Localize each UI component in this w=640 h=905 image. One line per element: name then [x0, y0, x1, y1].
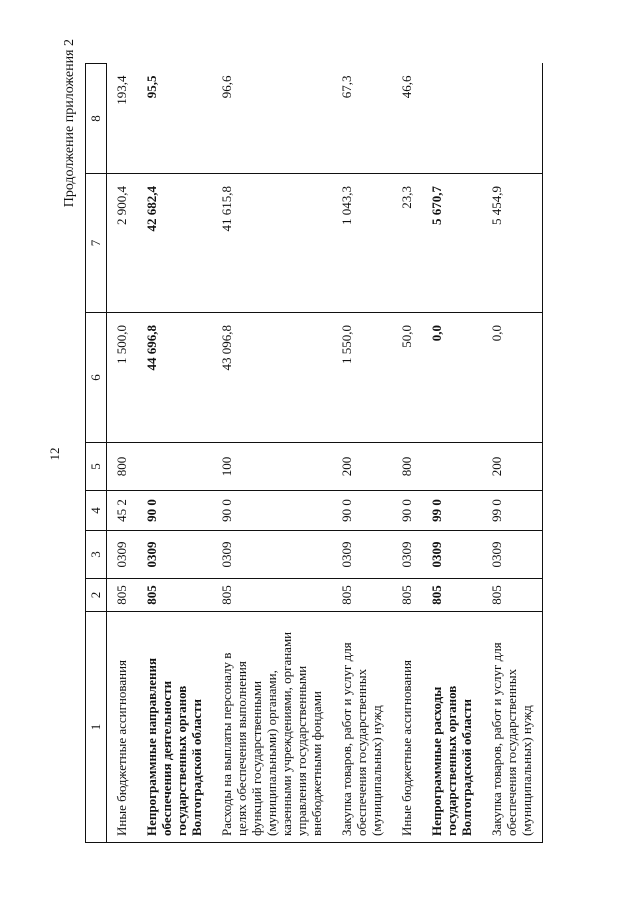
expense-type-cell — [422, 443, 482, 491]
expense-type-cell: 200 — [482, 443, 543, 491]
expense-type-cell: 800 — [107, 443, 138, 491]
table-row — [332, 64, 392, 843]
expense-type-cell: 200 — [332, 443, 392, 491]
row-name-cell: Расходы на выплаты персоналу в целях обеспечения выполнения функций государственными (муниципальными) органами, казенными учреждениями, органами управления государственными внебюджетными фондами — [212, 612, 332, 843]
section-cell: 0309 — [422, 531, 482, 579]
actual-amount-cell: 41 615,8 — [212, 174, 332, 313]
percent-cell: 193,4 — [107, 64, 138, 174]
column-header: 3 — [86, 531, 107, 579]
row-name-cell: Закупка товаров, работ и услуг для обеспечения государственных (муниципальных) нужд — [332, 612, 392, 843]
code-cell: 805 — [392, 579, 422, 612]
target-cell: 99 0 — [482, 491, 543, 531]
table-row — [422, 64, 482, 843]
target-cell: 99 0 — [422, 491, 482, 531]
code-cell: 805 — [212, 579, 332, 612]
percent-cell: 96,6 — [212, 64, 332, 174]
planned-amount-cell: 1 550,0 — [332, 313, 392, 443]
planned-amount-cell: 43 096,8 — [212, 313, 332, 443]
table-row — [482, 64, 543, 843]
column-header: 2 — [86, 579, 107, 612]
section-cell: 0309 — [137, 531, 212, 579]
table-row — [137, 64, 212, 843]
planned-amount-cell: 0,0 — [422, 313, 482, 443]
percent-cell — [482, 64, 543, 174]
table-body — [107, 64, 543, 843]
code-cell: 805 — [422, 579, 482, 612]
row-name-cell: Иные бюджетные ассигнования — [392, 612, 422, 843]
section-cell: 0309 — [392, 531, 422, 579]
percent-cell — [422, 64, 482, 174]
target-cell: 90 0 — [392, 491, 422, 531]
actual-amount-cell: 42 682,4 — [137, 174, 212, 313]
appendix-heading: Продолжение приложения 2 — [62, 39, 77, 208]
row-name-cell: Иные бюджетные ассигнования — [107, 612, 138, 843]
expense-type-cell: 100 — [212, 443, 332, 491]
column-header: 6 — [86, 313, 107, 443]
actual-amount-cell: 1 043,3 — [332, 174, 392, 313]
code-cell: 805 — [137, 579, 212, 612]
column-header: 7 — [86, 174, 107, 313]
planned-amount-cell: 1 500,0 — [107, 313, 138, 443]
section-cell: 0309 — [212, 531, 332, 579]
row-name-cell: Непрограммные направления обеспечения деятельности государственных органов Волгоградской области — [137, 612, 212, 843]
row-name-cell: Закупка товаров, работ и услуг для обеспечения государственных (муниципальных) нужд — [482, 612, 543, 843]
column-header: 1 — [86, 612, 107, 843]
expense-type-cell: 800 — [392, 443, 422, 491]
target-cell: 90 0 — [332, 491, 392, 531]
code-cell: 805 — [482, 579, 543, 612]
column-header: 4 — [86, 491, 107, 531]
code-cell: 805 — [107, 579, 138, 612]
row-name-cell: Непрограммные расходы государственных органов Волгоградской области — [422, 612, 482, 843]
column-header: 8 — [86, 64, 107, 174]
planned-amount-cell: 0,0 — [482, 313, 543, 443]
table-row — [392, 64, 422, 843]
planned-amount-cell: 50,0 — [392, 313, 422, 443]
planned-amount-cell: 44 696,8 — [137, 313, 212, 443]
percent-cell: 67,3 — [332, 64, 392, 174]
column-header: 5 — [86, 443, 107, 491]
target-cell: 90 0 — [137, 491, 212, 531]
actual-amount-cell: 5 670,7 — [422, 174, 482, 313]
table-header-row — [86, 64, 107, 843]
expense-type-cell — [137, 443, 212, 491]
budget-table — [85, 63, 543, 843]
section-cell: 0309 — [107, 531, 138, 579]
section-cell: 0309 — [332, 531, 392, 579]
actual-amount-cell: 23,3 — [392, 174, 422, 313]
target-cell: 90 0 — [212, 491, 332, 531]
percent-cell: 95,5 — [137, 64, 212, 174]
target-cell: 45 2 — [107, 491, 138, 531]
actual-amount-cell: 5 454,9 — [482, 174, 543, 313]
section-cell: 0309 — [482, 531, 543, 579]
page-number: 12 — [47, 447, 62, 461]
table-row — [212, 64, 332, 843]
actual-amount-cell: 2 900,4 — [107, 174, 138, 313]
code-cell: 805 — [332, 579, 392, 612]
table-row — [107, 64, 138, 843]
percent-cell: 46,6 — [392, 64, 422, 174]
